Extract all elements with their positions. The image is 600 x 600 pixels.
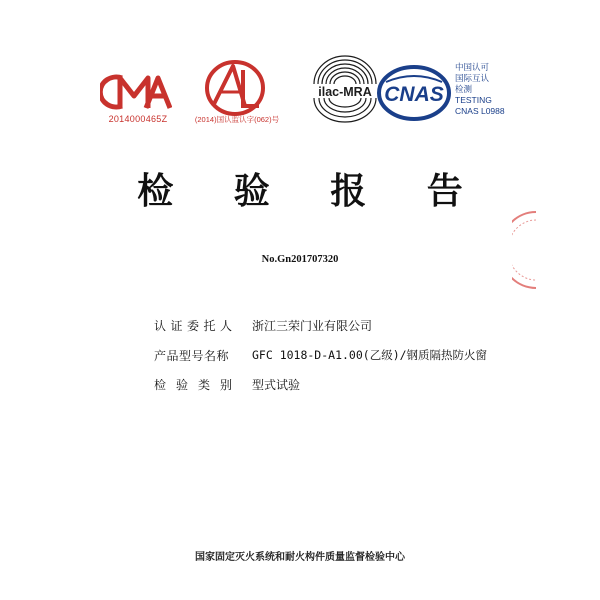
cnas-line-1: 中国认可 [455,62,490,72]
svg-text:ilac-MRA: ilac-MRA [318,85,372,99]
cal-logo-icon [203,60,267,118]
report-number: No.Gn201707320 [261,254,339,265]
product-label: 产品型号名称 [154,349,230,363]
cal-certificate-code: (2014)国认监认字(062)号 [194,115,280,124]
cma-logo-icon [100,70,172,114]
cnas-line-2: 国际互认 [455,73,490,83]
report-title: 检 验 报 告 [137,171,487,212]
cnas-logo-icon [376,64,452,122]
product-value: GFC 1018-D-A1.00(乙级)/钢质隔热防火窗 [252,348,488,362]
ilac-mra-logo-icon [306,54,384,124]
cnas-line-5: CNAS L0988 [455,106,505,116]
seal-stamp-icon [512,210,536,290]
issuing-organization: 国家固定灭火系统和耐火构件质量监督检验中心 [195,552,405,563]
cma-certificate-code: 2014000465Z [108,114,168,124]
cnas-accreditation-text [455,62,535,117]
cnas-line-4: TESTING [455,95,492,105]
client-label: 认证委托人 [154,319,237,333]
category-label: 检验类别 [154,378,243,392]
category-value: 型式试验 [252,378,301,392]
client-value: 浙江三荣门业有限公司 [252,319,373,333]
cnas-line-3: 检测 [455,84,473,94]
svg-text:CNAS: CNAS [384,83,444,106]
